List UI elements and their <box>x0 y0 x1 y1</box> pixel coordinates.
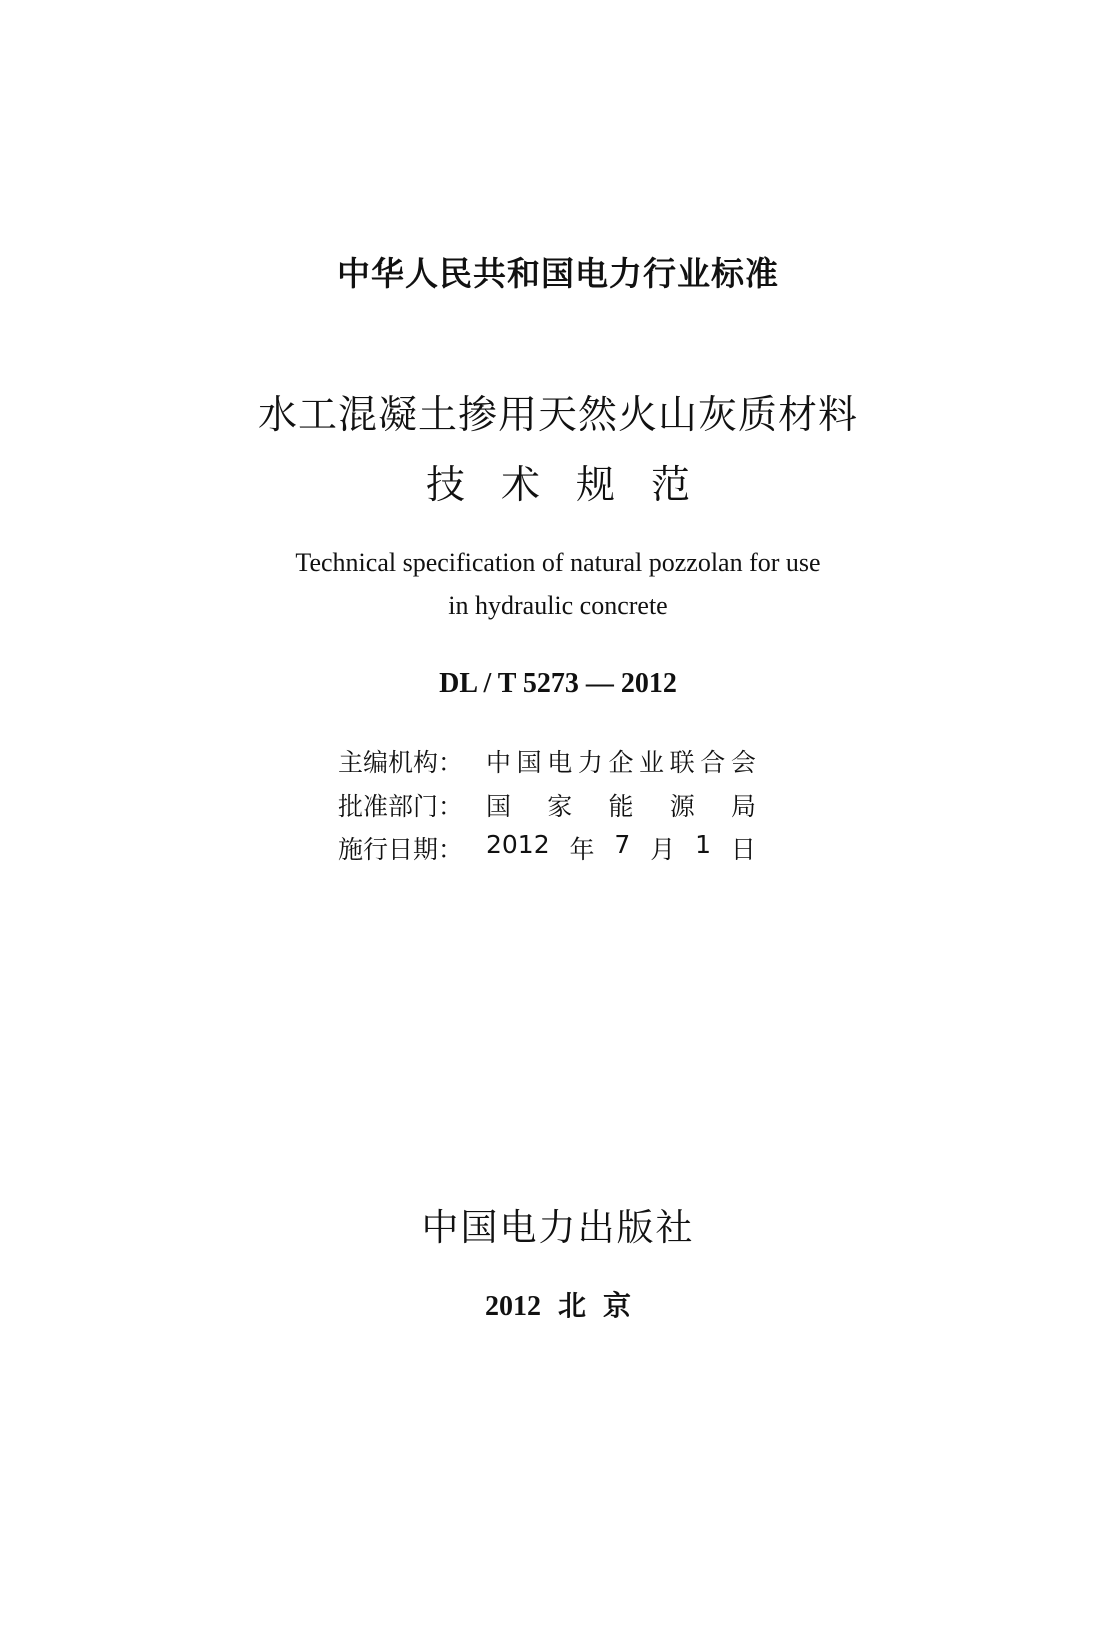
metadata-value-token: 能 <box>608 792 634 821</box>
document-title-chinese: 水工混凝土掺用天然火山灰质材料 <box>257 393 858 438</box>
series-title: 中华人民共和国电力行业标准 <box>337 254 779 293</box>
metadata-value <box>486 830 756 866</box>
metadata-label: 施行日期： <box>338 835 464 864</box>
metadata-value-token: 会 <box>730 748 756 777</box>
document-title-english-line1: Technical specification of natural pozzolan for use <box>295 548 821 577</box>
metadata-value-token: 中 <box>486 748 512 777</box>
metadata-value-token: 年 <box>569 835 595 864</box>
metadata-value-token: 局 <box>730 792 756 821</box>
standard-code: DL / T 5273 — 2012 <box>439 668 677 699</box>
metadata-value-token: 电 <box>547 748 573 777</box>
metadata-row-approver <box>338 787 756 823</box>
metadata-value <box>486 743 756 779</box>
metadata-value-token: 业 <box>639 748 665 777</box>
metadata-value-token: 家 <box>547 792 573 821</box>
publisher-name: 中国电力出版社 <box>421 1206 695 1249</box>
publication-year-place: 2012 北 京 <box>484 1291 631 1322</box>
metadata-value-token: 月 <box>650 835 676 864</box>
metadata-value-token: 联 <box>669 748 695 777</box>
metadata-label: 主编机构： <box>338 748 464 777</box>
metadata-row-editor <box>338 743 756 779</box>
metadata-value-token: 国 <box>486 792 512 821</box>
document-subtitle-chinese: 技术规范 <box>425 463 726 508</box>
metadata-label: 批准部门： <box>338 792 464 821</box>
metadata-value <box>486 787 756 823</box>
metadata-value-token: 企 <box>608 748 634 777</box>
metadata-value-token: 2012 <box>486 830 550 859</box>
metadata-value-token: 国 <box>516 748 542 777</box>
metadata-value-token: 合 <box>700 748 726 777</box>
metadata-value-token: 日 <box>730 835 756 864</box>
metadata-value-token: 源 <box>669 792 695 821</box>
metadata-value-token: 1 <box>695 830 712 859</box>
metadata-value-token: 7 <box>614 830 631 859</box>
document-title-english-line2: in hydraulic concrete <box>448 591 668 620</box>
metadata-value-token: 力 <box>577 748 603 777</box>
metadata-row-effective-date <box>338 830 756 866</box>
